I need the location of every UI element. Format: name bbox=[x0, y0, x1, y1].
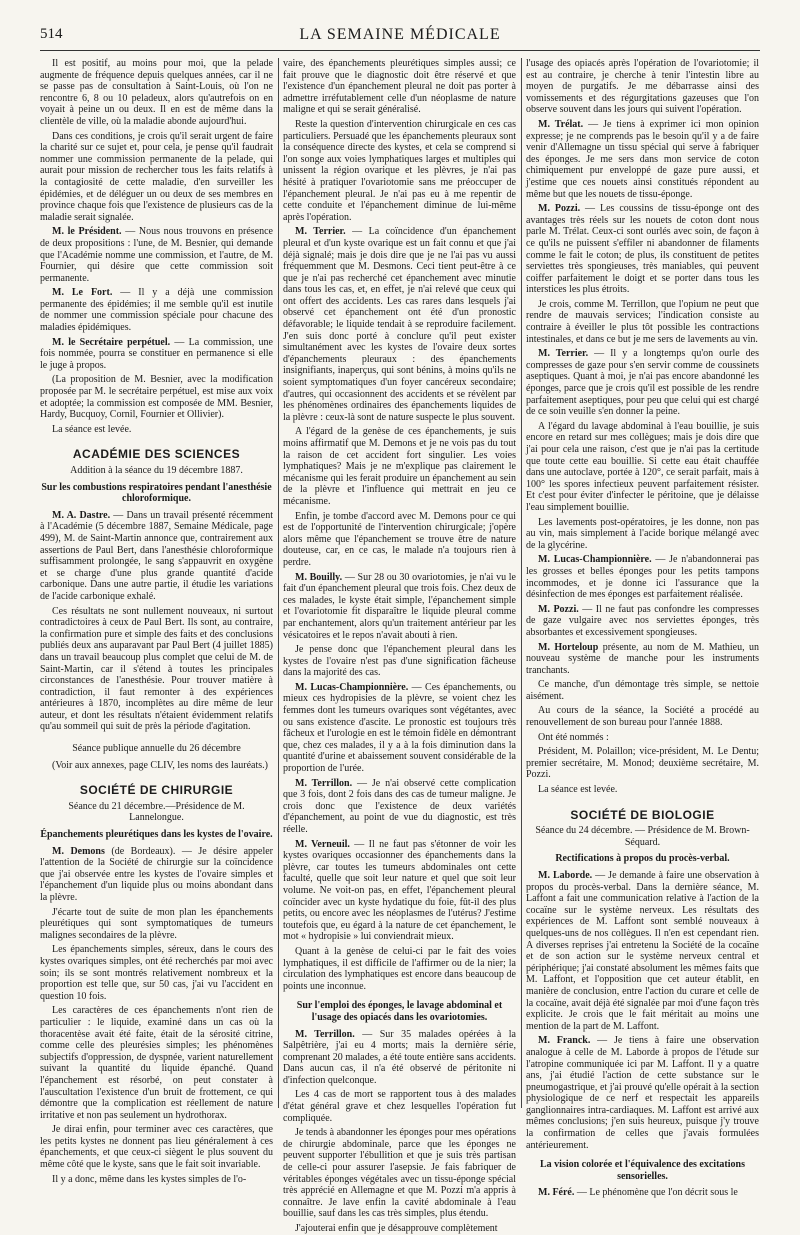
paragraph-text: — Il ne faut pas confondre les compresses de gaze vulgaire avec nos serviettes éponges, très absorbantes et excessivement spongieuses. bbox=[526, 603, 759, 638]
column-2-paragraphs bbox=[283, 58, 516, 992]
page-number: 514 bbox=[40, 26, 63, 42]
paragraph bbox=[526, 299, 759, 345]
paragraph bbox=[283, 1223, 516, 1235]
paragraph-text: — Ces épanchements, ou mieux ces hydropisies de la plèvre, se voient chez les femmes dont les tumeurs ovariques sont végétantes, avec ou sans existence d'ascite. Le pronostic est toujours très fâcheux et l'urologie en est le témoin fidèle en démontrant que, chez ces malades, il y a à la fois diminution dans la quantité d'urine et abaissement souvent considérable de la proportion de l'urée. bbox=[283, 681, 516, 775]
paragraph-text: La séance est levée. bbox=[538, 784, 618, 796]
paragraph-text: Je tends à abandonner les éponges pour mes opérations de chirurgie abdominale, parce que les éponges ne peuvent supporter l'ébullition et que je suis très partisan de celle-ci pour assurer l'asepsie. Je fais fabriquer de véritables éponges végétales avec un tissu-éponge spécial très apprécié en Allemagne et que M. Pozzi m'a appris à connaître. Je lave enfin la cavité abdominale à l'eau bouillie, sauf dans les cas très simples, plus étendu. bbox=[283, 1127, 516, 1220]
paragraph-text: Les caractères de ces épanchements n'ont rien de particulier : le liquide, examiné dans un cas où la thoracentèse avait été faite, était de la sérosité citrine, comme celle des pleurésies simples; les phénomènes subjectifs d'oppression, de dyspnée, varient naturellement suivant la quantité du liquide épanché. Quand l'épanchement est résorbé, on peut constater à l'auscultation l'existence d'un bruit de frottement, ce qui démontre que la complication est réellement de nature irritative et non pas seulement un hydrothorax. bbox=[40, 1005, 273, 1121]
paragraph-text: — La coïncidence d'un épanchement pleural et d'un kyste ovarique est un fait connu et que j'ai déjà signalé; mais je dois dire que je ne l'ai pas vu aussi fréquemment que M. Desmons. Ceci tient peut-être à ce que je n'ai pas recherché cet épanchement avec minutie dans tous les cas, et, en effet, je n'ai relevé que ceux qui ont offert des accidents. Les cas rares dans lesquels j'ai observé cet épanchement ont été d'un pronostic défavorable; le liquide tendait à se reproduire facilement. J'en suis donc porté à conclure qu'il peut exister simultanément avec les kystes de l'ovaire deux sortes d'épanchements pleuraux : des épanchements insignifiants, inaperçus, qui sont bénins, à moins qu'ils ne soient symptomatiques d'un foyer cancéreux secondaire; d'autres, qui occasionnent des accidents et se révèlent par les phénomènes ordinaires des épanchements liquides de la plèvre : ceux-là sont de nature suspecte le plus souvent. bbox=[283, 226, 516, 423]
paragraph bbox=[283, 119, 516, 223]
speaker-name: M. Pozzi. bbox=[538, 203, 581, 215]
paragraph bbox=[526, 421, 759, 514]
paragraph bbox=[526, 604, 759, 639]
speaker-name: M. Demons bbox=[52, 845, 105, 857]
paragraph-text: — Le phénomène que l'on décrit sous le bbox=[574, 1187, 738, 1199]
paragraph bbox=[526, 554, 759, 600]
column-rule bbox=[278, 58, 279, 1108]
paragraph-text: (de Bordeaux). — Je désire appeler l'attention de la Société de chirurgie sur la coïncidence que j'ai observée entre les kystes de l'ovaire simples et l'épanchement d'un liquide plus ou moins abondant dans la plèvre. bbox=[40, 845, 273, 903]
column-1 bbox=[40, 58, 274, 1185]
paragraph bbox=[283, 644, 516, 679]
paragraph bbox=[40, 287, 273, 333]
paragraph-text: J'écarte tout de suite de mon plan les épanchements pleurétiques qui sont symptomatiques de tumeurs malignes secondaires de la plèvre. bbox=[40, 906, 273, 941]
paragraph bbox=[526, 58, 759, 116]
paragraph bbox=[526, 732, 759, 744]
speaker-name: M. Terrillon. bbox=[295, 777, 353, 789]
paragraph-text: — Je n'abandonnerai pas les grosses et belles éponges pour les petits tampons incommodes, et je donne ici l'assurance que la désinfection de mes éponges est parfaitement réalisée. bbox=[526, 554, 759, 601]
paragraph-text: J'ajouterai enfin que je désapprouve complètement bbox=[295, 1223, 498, 1234]
speaker-name: M. Terrier. bbox=[295, 226, 346, 238]
paragraph-text: — Sur 28 ou 30 ovariotomies, je n'ai vu le fait d'un épanchement pleural que trois fois. Chez deux de ces malades, le kyste était simple, l'épanchement simple et l'ovariotomie fit disparaître le liquide pleural comme par enchantement, alors qu'un traitement antérieur par les vésicatoires et le repos n'avait abouti à rien. bbox=[283, 571, 517, 641]
paragraph bbox=[526, 746, 759, 781]
paragraph bbox=[40, 374, 273, 420]
paragraph-text: Dans ces conditions, je crois qu'il serait urgent de faire la charité sur ce sujet et, pour cela, je pense qu'il faudrait nommer une commission permanente de la pelade, qui aurait pour mission de rechercher tous les faits relatifs à la contagiosité de cette maladie, d'en surveiller les épidémies, et de déléguer un ou deux de ses membres en province chaque fois que l'existence de plusieurs cas de la maladie serait signalée. bbox=[40, 130, 273, 223]
paragraph-text: — Nous nous trouvons en présence de deux propositions : l'une, de M. Besnier, qui demande que l'Académie nomme une commission, et l'autre, de M. Fournier, qui désire que cette commission soit permanente. bbox=[40, 226, 273, 284]
paragraph bbox=[40, 131, 273, 224]
article-title: Rectifications à propos du procès-verbal. bbox=[555, 853, 730, 865]
paragraph bbox=[40, 58, 273, 128]
column-1-paragraphs bbox=[40, 58, 273, 435]
session-note: (Voir aux annexes, page CLIV, les noms des lauréats.) bbox=[52, 759, 268, 771]
speaker-name: M. Verneuil. bbox=[295, 838, 350, 850]
session-note-title: Séance publique annuelle du 26 décembre bbox=[72, 743, 241, 755]
speaker-name: M. Lucas-Championnière. bbox=[295, 681, 409, 693]
paragraph bbox=[283, 1029, 516, 1087]
paragraph-text: Enfin, je tombe d'accord avec M. Demons pour ce qui est de l'opportunité de l'intervention chirurgicale; j'opère alors même que l'épanchement se trouve être de nature douteuse, car, en ce cas, le malade n'a toujours rien à perdre. bbox=[283, 510, 516, 568]
paragraph-text: Ont été nommés : bbox=[538, 731, 609, 743]
speaker-name: M. Terrier. bbox=[538, 348, 589, 360]
paragraph bbox=[526, 642, 759, 677]
speaker-name: M. Bouilly. bbox=[295, 571, 343, 583]
paragraph-text: Il est positif, au moins pour moi, que la pelade augmente de fréquence depuis quelques années, car il ne se passe pas de consultation à Saint-Louis, où l'on ne rencontre 6, 8 ou 10 peladeux, alors qu'autrefois on en voyait à peine un ou deux. Il en est de même dans la clientèle de ville, où la maladie abonde aujourd'hui. bbox=[40, 58, 273, 127]
paragraph bbox=[526, 348, 759, 418]
paragraph-text: (La proposition de M. Besnier, avec la modification proposée par M. le secrétaire perpétuel, est mise aux voix et adoptée; la commission est composée de MM. Besnier, Hardy, Bucquoy, Cornil, Fournier et Ollivier). bbox=[40, 374, 273, 421]
column-2 bbox=[283, 58, 517, 1234]
paragraph bbox=[283, 682, 516, 775]
paragraph-text: Président, M. Polaillon; vice-président, M. Le Dentu; premier secrétaire, M. Monod; deuxième secrétaire, M. Pozzi. bbox=[526, 746, 759, 781]
paragraph-text: — Je demande à faire une observation à propos du procès-verbal. Dans la dernière séance, M. Laffont a fait une communication relative à l'action de la cocaïne sur le système nerveux. Les résultats des expériences de M. Laffont sont semblé nouveaux à quelques-uns de nos collègues. Il n'en est cependant rien. A diverses reprises j'ai entretenu la Société de la cocaïne et de son action sur le système nerveux central et périphérique; j'ai constaté absolument les mêmes faits que M. Laffont, et l'opposition que cet auteur établit, en manière de conclusion, entre l'action du curare et celle de la cocaïne, avait déjà été signalée par moi d'une façon très explicite. Je crois que le fait méritait au moins une mention de la part de M. Laffont. bbox=[526, 870, 760, 1032]
paragraph-text: — La commission, une fois nommée, pourra se constituer en permanence si elle le juge à propos. bbox=[40, 336, 273, 371]
paragraph bbox=[283, 1089, 516, 1124]
speaker-name: M. Franck. bbox=[538, 1035, 591, 1047]
paragraph bbox=[40, 337, 273, 372]
paragraph bbox=[40, 944, 273, 1002]
paragraph bbox=[40, 907, 273, 942]
paragraph-text: — Il y a déjà une commission permanente des épidémies; il me semble qu'il est inutile de nommer une commission spéciale pour chacune des maladies épidémiques. bbox=[40, 287, 273, 334]
speaker-name: M. Trélat. bbox=[538, 118, 584, 130]
speaker-name: M. Lucas-Championnière. bbox=[538, 554, 652, 566]
paragraph-text: A l'égard du lavage abdominal à l'eau bouillie, je suis encore en retard sur mes collègues; mais je dois dire que j'ai pour cela une raison, c'est que je n'ai pas la certitude que toute cette eau bouillie. Si cette eau était chauffée dans une autoclave, portée à 120°, ce serait parfait, mais à 100° les spores infectieux peuvent parfaitement résister. Et c'est pour éviter d'infecter le péritoine, que je délaisse l'eau simplement bouillie. bbox=[526, 420, 759, 513]
speaker-name: M. A. Dastre. bbox=[52, 509, 111, 521]
paragraph bbox=[40, 606, 273, 734]
paragraph-text: l'usage des opiacés après l'opération de l'ovariotomie; il est au contraire, je cherche à tenir l'intestin libre au moyen de purgatifs. Je me débarrasse ainsi des vomissements et des régurgitations gazeuses que l'on observe souvent dans les jours qui suivent l'opération. bbox=[526, 58, 759, 116]
speaker-name: M. Horteloup bbox=[538, 641, 599, 653]
paragraph bbox=[40, 1005, 273, 1121]
paragraph bbox=[40, 226, 273, 284]
journal-title: LA SEMAINE MÉDICALE bbox=[299, 26, 501, 43]
paragraph-text: vaire, des épanchements pleurétiques simples aussi; ce fait prouve que le diagnostic doit être réservé et que l'existence d'un épanchement pleural ne doit pas porter à admettre irréfutablement celle d'un néoplasme de nature maligne et qui se serait généralisé. bbox=[283, 58, 516, 116]
paragraph bbox=[283, 426, 516, 507]
paragraph bbox=[526, 679, 759, 702]
paragraph-text: Je pense donc que l'épanchement pleural dans les kystes de l'ovaire n'est pas d'une signification fâcheuse dans la majorité des cas. bbox=[283, 644, 516, 679]
paragraph bbox=[526, 1187, 759, 1199]
speaker-name: M. Le Fort. bbox=[52, 287, 113, 299]
paragraph-text: Les 4 cas de mort se rapportent tous à des malades d'état général grave et chez lesquelles l'opération fut compliquée. bbox=[283, 1089, 516, 1124]
paragraph-text: présente, au nom de M. Mathieu, un nouveau système de manche pour les instruments tranchants. bbox=[526, 641, 760, 676]
paragraph-text: Les lavements post-opératoires, je les donne, non pas au vin, mais simplement à l'acide borique mélangé avec de la glycérine. bbox=[526, 516, 759, 551]
paragraph bbox=[526, 1035, 759, 1151]
paragraph bbox=[40, 1174, 273, 1186]
paragraph bbox=[283, 839, 516, 943]
section-title: SOCIÉTÉ DE BIOLOGIE bbox=[570, 807, 715, 822]
paragraph bbox=[283, 511, 516, 569]
paragraph bbox=[526, 203, 759, 296]
column-rule bbox=[521, 58, 522, 1108]
paragraph bbox=[40, 424, 273, 436]
article-paragraphs bbox=[40, 846, 273, 1186]
speaker-name: M. le Président. bbox=[52, 226, 122, 238]
paragraph bbox=[40, 846, 273, 904]
paragraph-text: — Il y a longtemps qu'on ourle des compresses de gaze pour s'en servir comme de coussinets aseptiques. Quant à moi, je n'ai pas encore abandonné les éponges, parce que je crois qu'il est possible de les rendre parfaitement aseptiques, pour peu que celui qui est chargé de ce soin veuille s'en donner la peine. bbox=[526, 348, 760, 418]
paragraph bbox=[526, 870, 759, 1032]
article-paragraphs bbox=[283, 1029, 516, 1235]
paragraph bbox=[40, 510, 273, 603]
paragraph-text: A l'égard de la genèse de ces épanchements, je suis moins affirmatif que M. Demons et je ne vois pas du tout la raison de cet accident fort singulier. Les voies lymphatiques? Mais je ne m'explique pas clairement le mécanisme qui les ferait produire un épanchement au sein de la plèvre et l'influence qui mettrait en jeu ce mécanisme. bbox=[283, 426, 516, 507]
paragraph bbox=[283, 58, 516, 116]
speaker-name: M. Féré. bbox=[538, 1187, 575, 1199]
speaker-name: M. le Secrétaire perpétuel. bbox=[52, 336, 171, 348]
section-title: SOCIÉTÉ DE CHIRURGIE bbox=[79, 783, 234, 798]
paragraph-text: Les épanchements simples, séreux, dans le cours des kystes ovariques simples, ont été recherchés par moi avec soin; ils se sont montrés relativement nombreux et la proportion est telle que, sur 50 cas, j'ai vu l'accident en question 10 fois. bbox=[40, 944, 273, 1002]
section-subtitle: Addition à la séance du 19 décembre 1887. bbox=[70, 465, 243, 476]
article-title: Épanchements pleurétiques dans les kystes de l'ovaire. bbox=[40, 829, 273, 841]
paragraph-text: Je crois, comme M. Terrillon, que l'opium ne peut que rendre de mauvais services; l'indication consiste au contraire à éveiller le plus tôt possible les contractions intestinales, et dans ce but je me sers de lavements au vin. bbox=[526, 298, 759, 345]
section-title: ACADÉMIE DES SCIENCES bbox=[72, 447, 241, 462]
paragraph-text: Je dirai enfin, pour terminer avec ces caractères, que les petits kystes ne donnent pas lieu généralement à ces épanchements, et que ceux-ci siègent le plus souvent du même côté que le kyste, sans que le fait soit invariable. bbox=[40, 1124, 273, 1171]
paragraph-text: — Sur 35 malades opérées à la Salpêtrière, j'ai eu 4 morts; mais la dernière série, comprenant 20 malades, a été toute entière sans accidents. Dans aucun cas, il n'a été observé de péritonite ni d'infection quelconque. bbox=[283, 1028, 516, 1086]
section-subtitle: Séance du 21 décembre.—Présidence de M. Lannelongue. bbox=[68, 800, 245, 824]
article-paragraphs bbox=[40, 510, 273, 733]
article-title: Sur l'emploi des éponges, le lavage abdominal et l'usage des opiacés dans les ovariotomies. bbox=[296, 1000, 503, 1023]
paragraph-text: Ce manche, d'un démontage très simple, se nettoie aisément. bbox=[526, 679, 759, 702]
paragraph-text: Reste la question d'intervention chirurgicale en ces cas particuliers. Persuadé que les épanchements pleuraux sont la conséquence directe des kystes, et cela se comprend si l'on songe aux voies lymphatiques larges et multiples qui unissent la région ovarique et les plèvres, je n'ai pas hésité à pratiquer l'ovariotomie sans me préoccuper de l'épanchement pleural. Je n'ai pas eu à me repentir de cette conduite et l'épanchement diminue de lui-même après l'opération. bbox=[283, 118, 516, 223]
paragraph bbox=[283, 1127, 516, 1220]
column-3-paragraphs bbox=[526, 58, 759, 796]
section-subtitle: Séance du 24 décembre. — Présidence de M. Brown-Séquard. bbox=[535, 825, 750, 848]
paragraph-text: Au cours de la séance, la Société a procédé au renouvellement de son bureau pour l'année 1888. bbox=[526, 705, 759, 729]
column-3 bbox=[526, 58, 760, 1199]
paragraph-text: — Dans un travail présenté récemment à l'Académie (5 décembre 1887, Semaine Médicale, page 499), M. de Saint-Martin annonce que, contrairement aux assertions de Paul Bert, dans l'anesthésie chloroformique suffisamment prolongée, le sang s'appauvrit en oxygène et se charge d'une plus grande quantité d'acide carbonique. Dans une autre partie, il étudie les variations de l'acide carbonique exhalé. bbox=[40, 509, 274, 602]
paragraph-text: Il y a donc, même dans les kystes simples de l'o- bbox=[52, 1173, 247, 1185]
paragraph-text: — Je n'ai observé cette complication que 3 fois, dont 2 fois dans des cas de tumeur maligne. Je crois donc que l'existence de deux variétés d'épanchement, au point de vue du diagnostic, est très réelle. bbox=[283, 777, 516, 835]
paragraph bbox=[283, 572, 516, 642]
paragraph bbox=[283, 946, 516, 992]
paragraph bbox=[40, 1124, 273, 1170]
paragraph bbox=[283, 778, 516, 836]
speaker-name: M. Pozzi. bbox=[538, 603, 579, 615]
paragraph bbox=[526, 705, 759, 728]
paragraph-text: — Les coussins de tissu-éponge ont des avantages très réels sur les nouets de coton dont nous parle M. Trélat. Ceux-ci sont ourlés avec soin, de façon à ce qu'ils ne puissent s'effiler ni abandonner de filaments comme le fait le coton; de plus, ils constituent de petites serviettes très spongieuses, très maniables, qui peuvent coiffer parfaitement le doigt et se porter dans tous les interstices les plus étroits. bbox=[526, 203, 759, 296]
paragraph bbox=[283, 226, 516, 423]
article-title: La vision colorée et l'équivalence des excitations sensorielles. bbox=[540, 1159, 745, 1182]
paragraph-text: — Je tiens à faire une observation analogue à celle de M. Laborde à propos de l'étude sur l'atropine communiquée ici par M. Laffont. Il y a quatre ans, j'ai étudié l'action de cette substance sur le pneumogastrique, et j'ai prouvé qu'elle opérait à la section physiologique de ce nerf et respectait les appareils ganglionnaires intra-cardiaques. M. Laffont est arrivé aux mêmes conclusions; j'en suis heureux, puisque j'y trouve la confirmation de celles que j'avais formulées antérieurement. bbox=[526, 1035, 759, 1151]
paragraph bbox=[526, 784, 759, 796]
article-paragraphs bbox=[526, 870, 759, 1151]
paragraph-text: La séance est levée. bbox=[52, 423, 132, 435]
page-header bbox=[40, 16, 760, 51]
paragraph-text: — Je tiens à exprimer ici mon opinion expresse; je ne comprends pas le besoin qu'il y a de faire venir d'Allemagne un tissu spécial qui serve à fabriquer des éponges. Je me sers dans mon service de coton chimiquement pur enveloppé de gaze pure aussi, et j'estime que ces nouets ainsi constitués répondent au même but que les nouets de tissu-éponge. bbox=[526, 118, 759, 200]
paragraph bbox=[526, 517, 759, 552]
paragraph-text: — Il ne faut pas s'étonner de voir les kystes ovariques occasionner des épanchements dans la plèvre, car toutes les tumeurs abdominales ont cette faculté, quelle que soit leur nature et quel que soit leur volume. Ne voit-on pas, en effet, l'épanchement pleural coïncider avec un kyste hydatique du foie, fût-il des plus petits, ou encore avec les néoplasmes de l'utérus? J'estime toutefois que, eu égard à la nature de cet épanchement, le mot « hydropisie » lui conviendrait mieux. bbox=[283, 838, 516, 943]
speaker-name: M. Laborde. bbox=[538, 870, 593, 881]
paragraph bbox=[526, 119, 759, 200]
speaker-name: M. Terrillon. bbox=[295, 1028, 355, 1040]
paragraph-text: Ces résultats ne sont nullement nouveaux, ni surtout contradictoires à ceux de Paul Bert. Ils sont, au contraire, la confirmation pure et simple des faits et des conclusions publiés deux ans auparavant par Paul Bert (4 juillet 1885) dans un travail beaucoup plus complet que celui de M. de Saint-Martin, car il s'étend à toutes les principales circonstances de l'anesthésie. Pour trouver matière à contradiction, il faut remonter à des expériences antérieures à 1870, incomplètes au dire même de leur auteur, et dont les résultats n'étaient évidemment relatifs qu'au sommeil qui suit de près la période d'agitation. bbox=[40, 605, 273, 733]
article-title: Sur les combustions respiratoires pendant l'anesthésie chloroformique. bbox=[41, 481, 272, 505]
paragraph-text: Quant à la genèse de celui-ci par le fait des voies lymphatiques, il est difficile de l'affirmer ou de la nier; la circulation des lymphatiques est encore dans beaucoup de points une inconnue. bbox=[283, 945, 516, 992]
